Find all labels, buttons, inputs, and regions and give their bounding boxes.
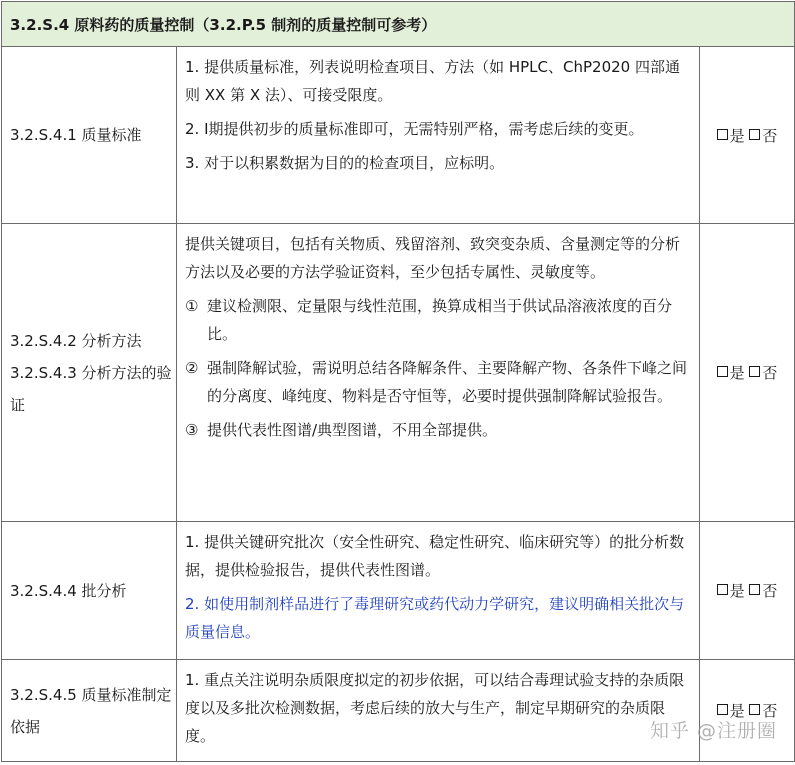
circled-number-icon: ② — [185, 359, 199, 377]
checkbox-cell — [700, 47, 795, 224]
table-row — [2, 47, 795, 224]
requirement-item: 3. 对于以积累数据为目的的检查项目，应标明。 — [185, 154, 505, 172]
checkbox-cell — [700, 224, 795, 522]
no-option[interactable] — [749, 582, 777, 600]
checkbox-icon[interactable] — [717, 584, 728, 595]
checkbox-icon[interactable] — [717, 366, 728, 377]
table-row — [2, 660, 795, 762]
yes-label: 是 — [729, 582, 745, 600]
list-item — [185, 354, 693, 410]
yes-label: 是 — [729, 126, 745, 145]
checkbox-cell — [700, 522, 795, 660]
table-header: 3.2.S.4 原料药的质量控制（3.2.P.5 制剂的质量控制可参考） — [2, 2, 795, 47]
circled-number-icon: ① — [185, 297, 199, 315]
requirement-text — [177, 522, 700, 660]
requirement-item: 2. I期提供初步的质量标准即可，无需特别严格，需考虑后续的变更。 — [185, 120, 644, 138]
list-item-text: 强制降解试验，需说明总结各降解条件、主要降解产物、各条件下峰之间的分离度、峰纯度、物料是否守恒等，必要时提供强制降解试验报告。 — [207, 359, 688, 405]
table-row — [2, 522, 795, 660]
requirement-item: 1. 提供质量标准，列表说明检查项目、方法（如 HPLC、ChP2020 四部通则 XX 第 X 法）、可接受限度。 — [185, 58, 680, 104]
requirement-text — [177, 660, 700, 762]
yes-option[interactable] — [717, 364, 745, 382]
no-label: 否 — [762, 702, 778, 720]
checkbox-icon[interactable] — [749, 584, 760, 595]
watermark: 知乎 @注册圈 — [649, 720, 777, 742]
yes-label: 是 — [729, 364, 745, 382]
checkbox-icon[interactable] — [717, 704, 728, 715]
header-row — [2, 2, 795, 47]
highlighted-requirement: 2. 如使用制剂样品进行了毒理研究或药代动力学研究，建议明确相关批次与质量信息。 — [185, 595, 685, 641]
section-label-line: 3.2.S.4.3 分析方法的验证 — [10, 363, 172, 414]
requirement-intro: 提供关键项目，包括有关物质、残留溶剂、致突变杂质、含量测定等的分析方法以及必要的方法学验证资料，至少包括专属性、灵敏度等。 — [185, 235, 681, 281]
no-option[interactable] — [749, 127, 777, 145]
checkbox-cell — [700, 660, 795, 762]
section-label — [2, 224, 177, 522]
no-label: 否 — [762, 126, 778, 145]
checkbox-icon[interactable] — [749, 366, 760, 377]
section-label: 3.2.S.4.4 批分析 — [2, 522, 177, 660]
quality-control-table — [1, 1, 795, 762]
requirement-text — [177, 224, 700, 522]
checkbox-icon[interactable] — [749, 704, 760, 715]
section-label: 3.2.S.4.5 质量标准制定依据 — [2, 660, 177, 762]
no-label: 否 — [762, 582, 778, 600]
yes-label: 是 — [729, 702, 745, 720]
no-option[interactable] — [749, 364, 777, 382]
list-item-text: 提供代表性图谱/典型图谱，不用全部提供。 — [207, 421, 498, 439]
section-label-line: 3.2.S.4.2 分析方法 — [10, 331, 142, 350]
list-item — [185, 416, 693, 444]
table-row — [2, 224, 795, 522]
yes-option[interactable] — [717, 582, 745, 600]
list-item — [185, 292, 693, 348]
section-label: 3.2.S.4.1 质量标准 — [2, 47, 177, 224]
list-item-text: 建议检测限、定量限与线性范围，换算成相当于供试品溶液浓度的百分比。 — [207, 297, 673, 343]
checkbox-icon[interactable] — [749, 129, 760, 140]
yes-option[interactable] — [717, 127, 745, 145]
requirement-text — [177, 47, 700, 224]
no-label: 否 — [762, 364, 778, 382]
requirement-item: 1. 提供关键研究批次（安全性研究、稳定性研究、临床研究等）的批分析数据，提供检验报告，提供代表性图谱。 — [185, 533, 685, 579]
circled-number-icon: ③ — [185, 421, 199, 439]
requirement-item: 1. 重点关注说明杂质限度拟定的初步依据，可以结合毒理试验支持的杂质限度以及多批次检测数据，考虑后续的放大与生产，制定早期研究的杂质限度。 — [185, 671, 685, 745]
checkbox-icon[interactable] — [717, 129, 728, 140]
